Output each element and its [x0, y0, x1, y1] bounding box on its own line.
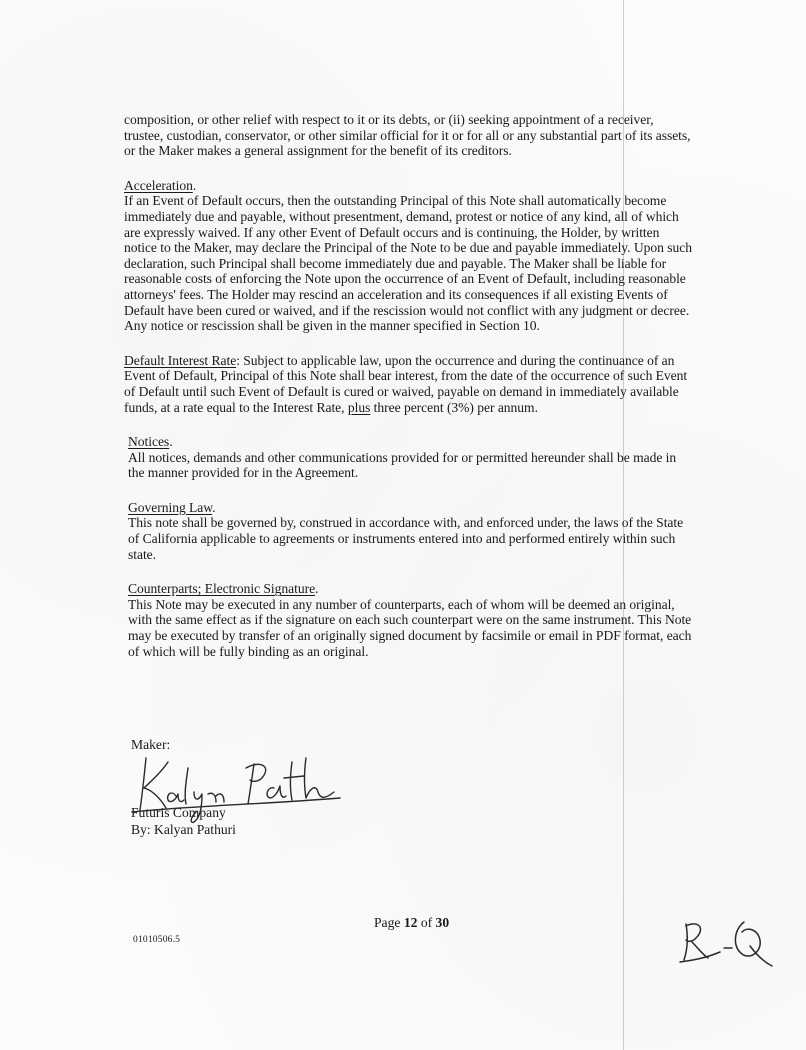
page-total: 30 — [435, 915, 450, 930]
document-body — [124, 112, 694, 678]
page-number — [374, 915, 449, 931]
page-current: 12 — [403, 915, 418, 930]
governing-law-text: This note shall be governed by, construed in accordance with, and enforced under, the laws of the State of California applicable to agreements or instruments entered into and performed entirely within such state. — [128, 515, 684, 562]
intro-paragraph: composition, or other relief with respect to it or its debts, or (ii) seeking appointment of a receiver, trustee, custodian, conservator, or other similar official for it or for all or any substantial part of its assets, or the Maker makes a general assignment for the benefit of its creditors. — [124, 112, 691, 159]
counterparts-section: Counterparts; Electronic Signature. This Note may be executed in any number of counterparts, each of whom will be deemed an original, with the same effect as if the signature on each such counterpart were on the same instrument. This Note may be executed by transfer of an originally signed document by facsimile or email in PDF format, each of which will be fully binding as an original. — [124, 581, 694, 659]
page-of: of — [417, 915, 436, 930]
notices-text: All notices, demands and other communications provided for or permitted hereunder shall be made in the manner provided for in the Agreement. — [128, 449, 677, 481]
default-interest-plus: plus — [347, 399, 371, 415]
page-prefix: Page — [374, 915, 404, 930]
acceleration-text: If an Event of Default occurs, then the outstanding Principal of this Note shall automatically become immediately due and payable, without presentment, demand, protest or notice of any kind, all of which are expressly waived. If any other Event of Default occurs and is continuing, the Holder, by written notice to the Maker, may declare the Principal of the Note to be due and payable immediately. Upon such declaration, such Principal shall become immediately due and payable. The Maker shall be liable for reasonable costs of enforcing the Note upon the occurrence of an Event of Default, including reasonable attorneys' fees. The Holder may rescind an acceleration and its consequences if all existing Events of Default have been cured or waived, and if the rescission would not conflict with any judgment or decree. Any notice or rescission shall be given in the manner specified in Section 10. — [124, 193, 692, 334]
default-interest-text-1: : Subject to applicable law, upon the occurrence and during the continuance of an Event of Default, Principal of this Note shall bear interest, from the date of the occurrence of such Event of Default until such Event of Default is cured or waived, payable on demand in immediately available funds, at a rate equal to the Interest Rate, — [124, 352, 688, 415]
maker-by-line: By: Kalyan Pathuri — [131, 822, 236, 837]
notices-section: Notices. All notices, demands and other communications provided for or permitted hereunder shall be made in the manner provided for in the Agreement. — [124, 434, 694, 481]
maker-company: Futuris Company — [131, 805, 226, 820]
counterparts-text: This Note may be executed in any number of counterparts, each of whom will be deemed an original, with the same effect as if the signature on each such counterpart were on the same instrument. This Note may be executed by transfer of an originally signed document by facsimile or email in PDF format, each of which will be fully binding as an original. — [128, 596, 692, 659]
acceleration-section: Acceleration. If an Event of Default occurs, then the outstanding Principal of this Note shall automatically become immediately due and payable, without presentment, demand, protest or notice of any kind, all of which are expressly waived. If any other Event of Default occurs and is continuing, the Holder, by written notice to the Maker, may declare the Principal of the Note to be due and payable immediately. Upon such declaration, such Principal shall become immediately due and payable. The Maker shall be liable for reasonable costs of enforcing the Note upon the occurrence of an Event of Default, including reasonable attorneys' fees. The Holder may rescind an acceleration and its consequences if all existing Events of Default have been cured or waived, and if the rescission would not conflict with any judgment or decree. Any notice or rescission shall be given in the manner specified in Section 10. — [124, 178, 694, 334]
default-interest-section — [124, 353, 694, 415]
maker-label: Maker: — [131, 737, 171, 752]
handwritten-initials — [676, 912, 776, 972]
document-id: 01010506.5 — [133, 935, 181, 945]
counterparts-heading: Counterparts; Electronic Signature — [128, 581, 316, 597]
handwritten-signature — [128, 748, 348, 838]
notices-heading: Notices — [128, 434, 170, 450]
default-interest-text-2: three percent (3%) per annum. — [370, 399, 538, 415]
default-interest-heading: Default Interest Rate — [124, 352, 237, 368]
acceleration-heading: Acceleration — [124, 177, 193, 193]
governing-law-section: Governing Law. This note shall be governed by, construed in accordance with, and enforced under, the laws of the State of California applicable to agreements or instruments entered into and performed entirely within such state. — [124, 500, 694, 562]
governing-law-heading: Governing Law — [128, 499, 213, 515]
